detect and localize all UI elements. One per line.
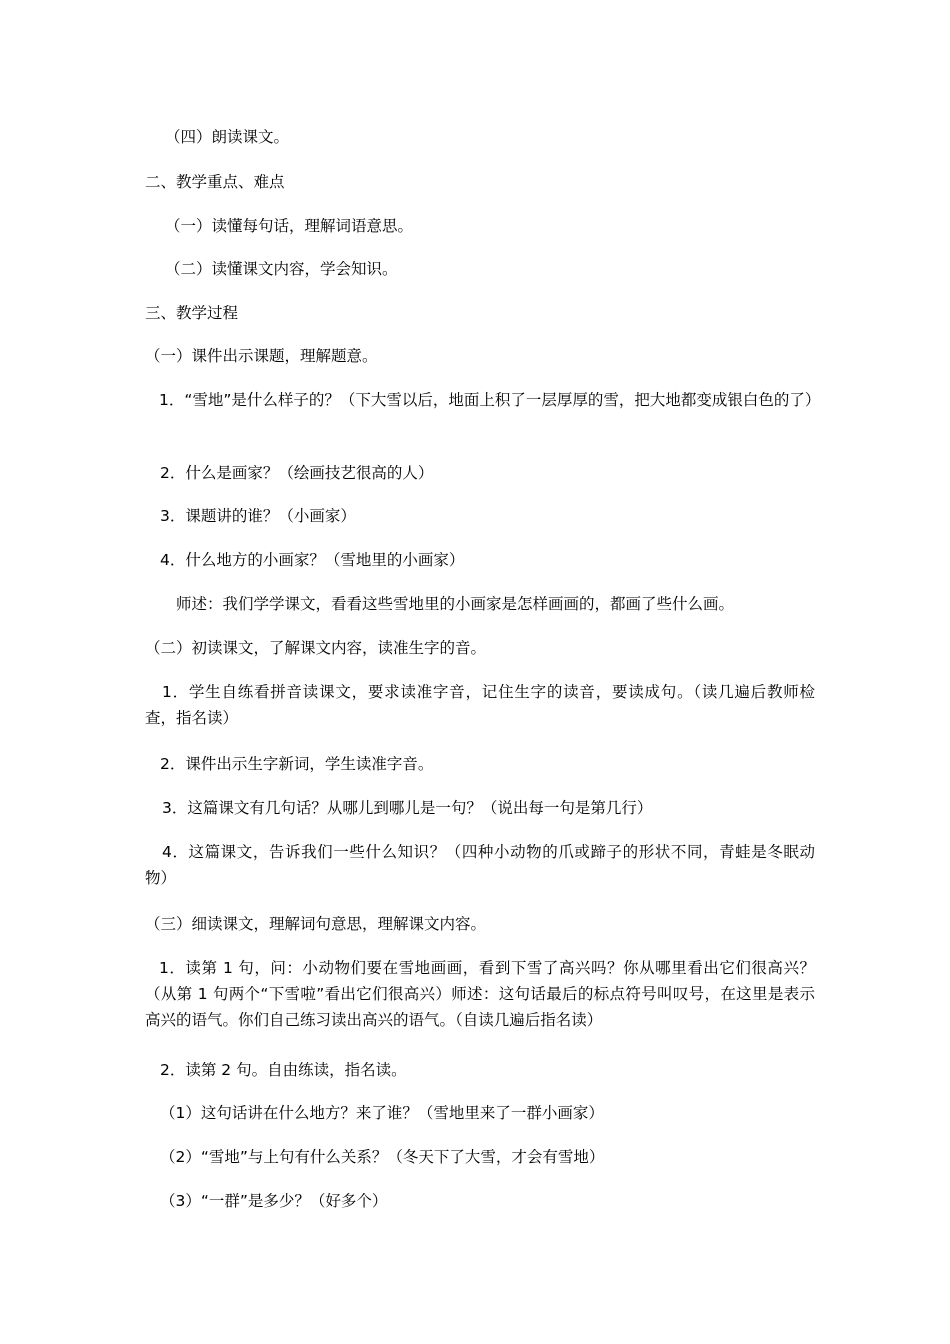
step-1-question-3: 3．课题讲的谁？（小画家） xyxy=(160,507,356,525)
step-1-question-1: 1．“雪地”是什么样子的？（下大雪以后，地面上积了一层厚厚的雪，把大地都变成银白色的了） xyxy=(159,391,821,409)
step-1-question-2: 2．什么是画家？（绘画技艺很高的人） xyxy=(160,464,434,482)
key-point-1: （一）读懂每句话，理解词语意思。 xyxy=(165,217,414,235)
step-3-sub-item-1: （1）这句话讲在什么地方？来了谁？（雪地里来了一群小画家） xyxy=(160,1104,604,1122)
step-1-question-4: 4．什么地方的小画家？（雪地里的小画家） xyxy=(160,551,465,569)
step-3-item-1: 1．读第 1 句，问：小动物们要在雪地画画，看到下雪了高兴吗？你从哪里看出它们很高兴？（从第 1 句两个“下雪啦”看出它们很高兴）师述：这句话最后的标点符号叫叹号，在这里是表示高兴的语气。你们自己练习读出高兴的语气。（自读几遍后指名读） xyxy=(145,959,815,1029)
step-3-item-2: 2．读第 2 句。自由练读，指名读。 xyxy=(160,1061,407,1079)
step-1-heading: （一）课件出示课题，理解题意。 xyxy=(145,347,378,365)
step-2-item-2: 2．课件出示生字新词，学生读准字音。 xyxy=(160,755,434,773)
section-heading-process: 三、教学过程 xyxy=(145,304,239,322)
step-2-heading: （二）初读课文，了解课文内容，读准生字的音。 xyxy=(145,639,487,657)
section-heading-4-read-aloud: （四）朗读课文。 xyxy=(165,128,290,146)
step-3-sub-item-3: （3）“一群”是多少？（好多个） xyxy=(160,1192,388,1210)
step-2-item-4: 4．这篇课文，告诉我们一些什么知识？（四种小动物的爪或蹄子的形状不同，青蛙是冬眠动物） xyxy=(145,843,815,887)
step-2-item-1: 1．学生自练看拼音读课文，要求读准字音，记住生字的读音，要读成句。（读几遍后教师检查，指名读） xyxy=(145,683,815,727)
step-3-heading: （三）细读课文，理解词句意思，理解课文内容。 xyxy=(145,915,487,933)
section-heading-key-points: 二、教学重点、难点 xyxy=(145,173,285,191)
step-3-sub-item-2: （2）“雪地”与上句有什么关系？（冬天下了大雪，才会有雪地） xyxy=(160,1148,605,1166)
key-point-2: （二）读懂课文内容，学会知识。 xyxy=(165,260,398,278)
teacher-narration-1: 师述：我们学学课文，看看这些雪地里的小画家是怎样画画的，都画了些什么画。 xyxy=(176,595,735,613)
step-2-item-3: 3．这篇课文有几句话？从哪儿到哪儿是一句？（说出每一句是第几行） xyxy=(162,799,653,817)
